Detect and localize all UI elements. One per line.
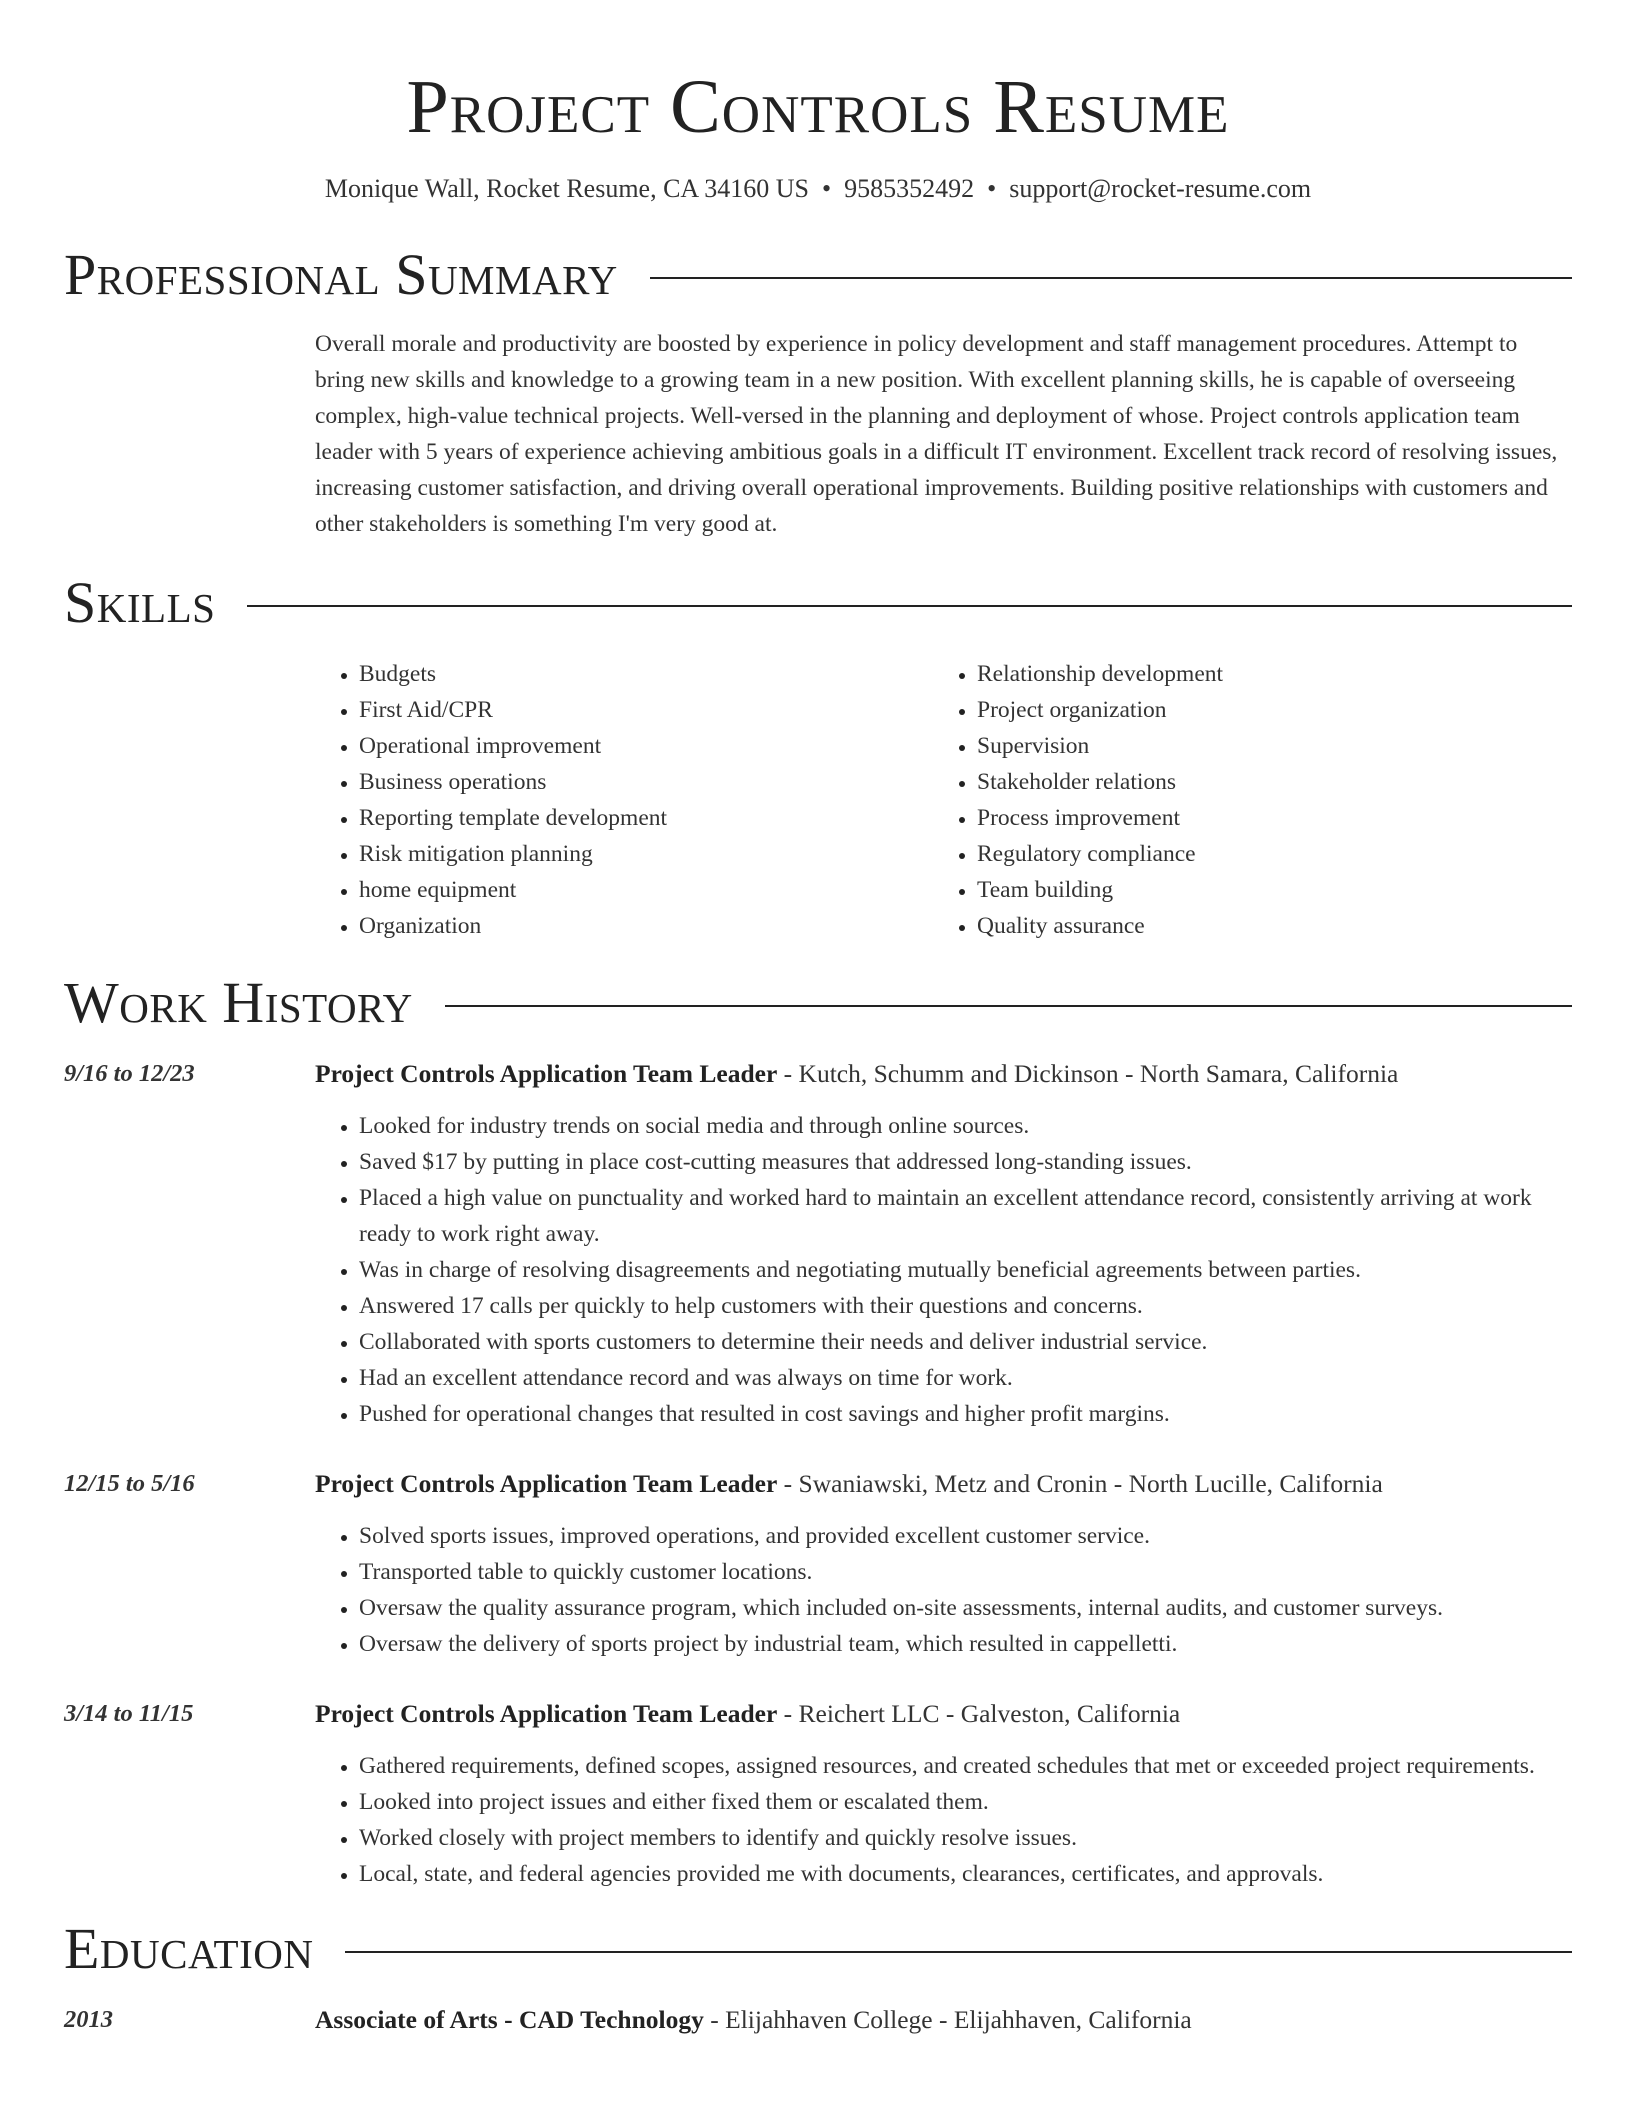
- work-bullet: • Transported table to quickly customer locations.: [359, 1554, 1572, 1590]
- contact-phone: 9585352492: [844, 174, 975, 203]
- skill-item: • Budgets: [359, 656, 933, 692]
- section-divider: [650, 277, 1572, 279]
- skill-item: • Quality assurance: [977, 908, 1551, 944]
- work-bullet: • Local, state, and federal agencies provided me with documents, clearances, certificates, and approvals.: [359, 1856, 1572, 1892]
- work-role: Project Controls Application Team Leader: [315, 1699, 778, 1728]
- section-divider: [345, 1951, 1572, 1953]
- education-info: [315, 2002, 1572, 2038]
- skill-item: • Relationship development: [977, 656, 1551, 692]
- skill-item: • Regulatory compliance: [977, 836, 1551, 872]
- work-header: [315, 1056, 1572, 1092]
- work-header: [315, 1466, 1572, 1502]
- skill-item: • Operational improvement: [359, 728, 933, 764]
- skill-item: • home equipment: [359, 872, 933, 908]
- summary-heading: Professional Summary: [64, 242, 618, 307]
- education-section-header: [64, 1914, 1572, 1984]
- work-employer: - Kutch, Schumm and Dickinson - North Samara, California: [777, 1059, 1399, 1088]
- education-entry: [64, 2002, 1572, 2038]
- contact-address: Monique Wall, Rocket Resume, CA 34160 US: [324, 174, 810, 203]
- skill-item: • Stakeholder relations: [977, 764, 1551, 800]
- skill-item: • First Aid/CPR: [359, 692, 933, 728]
- work-date: 3/14 to 11/15: [64, 1700, 194, 1727]
- contact-separator: •: [987, 174, 997, 203]
- skills-list: [315, 656, 1572, 944]
- work-employer: - Reichert LLC - Galveston, California: [777, 1699, 1181, 1728]
- summary-text: Overall morale and productivity are boosted by experience in policy development and staff management procedures. Attempt to bring new skills and knowledge to a growing team in a new position. With excellent planning skills, he is capable of overseeing complex, high-value technical projects. Well-versed in the planning and deployment of whose. Project controls application team leader with 5 years of experience achieving ambitious goals in a difficult IT environment. Excellent track record of resolving issues, increasing customer satisfaction, and driving overall operational improvements. Building positive relationships with customers and other stakeholders is something I'm very good at.: [315, 331, 1558, 537]
- skills-section-header: [64, 568, 1572, 638]
- skill-item: • Organization: [359, 908, 933, 944]
- work-bullet: • Collaborated with sports customers to determine their needs and deliver industrial service.: [359, 1324, 1572, 1360]
- work-entry: [64, 1696, 1572, 1892]
- skill-item: • Team building: [977, 872, 1551, 908]
- education-degree: Associate of Arts - CAD Technology: [315, 2005, 704, 2034]
- work-section-header: [64, 968, 1572, 1038]
- skills-heading: Skills: [64, 570, 216, 635]
- work-role: Project Controls Application Team Leader: [315, 1469, 778, 1498]
- work-bullet: • Pushed for operational changes that resulted in cost savings and higher profit margins.: [359, 1396, 1572, 1432]
- work-bullet: • Oversaw the quality assurance program, which included on-site assessments, internal audits, and customer surveys.: [359, 1590, 1572, 1626]
- work-info: [315, 1056, 1572, 1432]
- resume-page: [64, 0, 1572, 2038]
- skill-item: • Supervision: [977, 728, 1551, 764]
- education-header: [315, 2002, 1572, 2038]
- work-bullet: • Looked into project issues and either fixed them or escalated them.: [359, 1784, 1572, 1820]
- work-bullets: [315, 1108, 1572, 1432]
- summary-section-header: [64, 240, 1572, 310]
- work-bullets: [315, 1518, 1572, 1662]
- work-heading: Work History: [64, 970, 413, 1035]
- work-bullet: • Answered 17 calls per quickly to help customers with their questions and concerns.: [359, 1288, 1572, 1324]
- work-bullet: • Had an excellent attendance record and was always on time for work.: [359, 1360, 1572, 1396]
- work-entry: [64, 1056, 1572, 1432]
- work-date: 9/16 to 12/23: [64, 1060, 195, 1087]
- work-date: 12/15 to 5/16: [64, 1470, 195, 1497]
- skill-item: • Process improvement: [977, 800, 1551, 836]
- contact-separator: •: [822, 174, 832, 203]
- work-bullet: • Gathered requirements, defined scopes, assigned resources, and created schedules that met or exceeded project requirements.: [359, 1748, 1572, 1784]
- work-bullet: • Oversaw the delivery of sports project by industrial team, which resulted in cappelletti.: [359, 1626, 1572, 1662]
- contact-line: [64, 172, 1572, 206]
- work-bullet: • Worked closely with project members to identify and quickly resolve issues.: [359, 1820, 1572, 1856]
- work-info: [315, 1466, 1572, 1662]
- work-bullet: • Looked for industry trends on social media and through online sources.: [359, 1108, 1572, 1144]
- resume-title: Project Controls Resume: [406, 65, 1230, 149]
- work-bullet: • Solved sports issues, improved operations, and provided excellent customer service.: [359, 1518, 1572, 1554]
- education-date: 2013: [64, 2006, 113, 2033]
- work-bullet: • Placed a high value on punctuality and worked hard to maintain an excellent attendance record, consistently arriving at work ready to work right away.: [359, 1180, 1572, 1252]
- section-divider: [247, 605, 1572, 607]
- skill-item: • Business operations: [359, 764, 933, 800]
- skill-item: • Reporting template development: [359, 800, 933, 836]
- work-bullet: • Was in charge of resolving disagreements and negotiating mutually beneficial agreements between parties.: [359, 1252, 1572, 1288]
- skills-column-right: [933, 656, 1551, 944]
- work-bullets: [315, 1748, 1572, 1892]
- education-heading: Education: [64, 1916, 314, 1981]
- work-info: [315, 1696, 1572, 1892]
- work-entry: [64, 1466, 1572, 1662]
- work-header: [315, 1696, 1572, 1732]
- work-bullet: • Saved $17 by putting in place cost-cutting measures that addressed long-standing issues.: [359, 1144, 1572, 1180]
- work-employer: - Swaniawski, Metz and Cronin - North Lucille, California: [777, 1469, 1383, 1498]
- education-school: - Elijahhaven College - Elijahhaven, California: [703, 2005, 1192, 2034]
- skills-column-left: [315, 656, 933, 944]
- work-role: Project Controls Application Team Leader: [315, 1059, 778, 1088]
- section-divider: [445, 1005, 1572, 1007]
- skill-item: • Risk mitigation planning: [359, 836, 933, 872]
- skill-item: • Project organization: [977, 692, 1551, 728]
- contact-email[interactable]: support@rocket-resume.com: [1009, 174, 1312, 203]
